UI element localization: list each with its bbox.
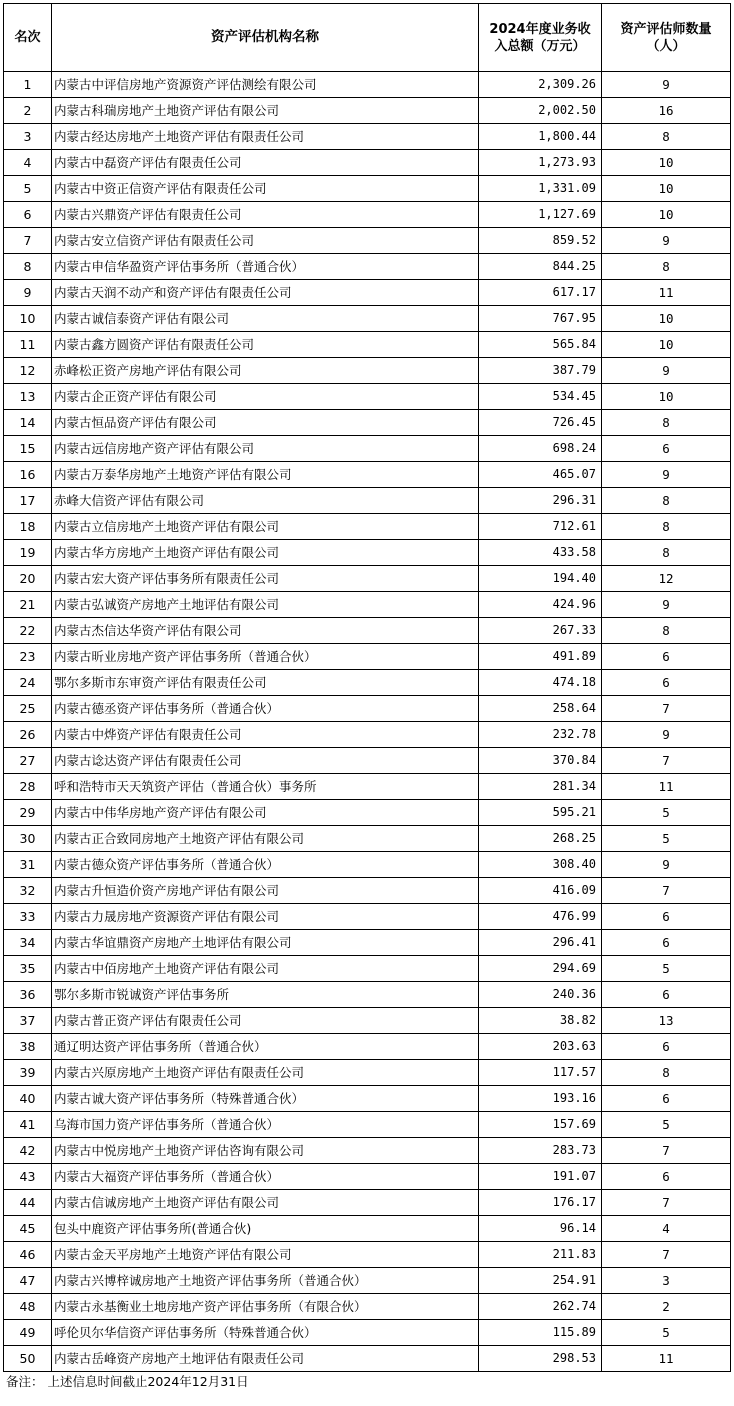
income-cell: 191.07 xyxy=(479,1164,602,1190)
table-row xyxy=(4,826,731,852)
income-cell: 698.24 xyxy=(479,436,602,462)
table-row xyxy=(4,1242,731,1268)
rank-cell: 20 xyxy=(4,566,52,592)
name-cell: 内蒙古普正资产评估有限责任公司 xyxy=(52,1008,479,1034)
rank-cell: 30 xyxy=(4,826,52,852)
income-cell: 767.95 xyxy=(479,306,602,332)
rank-cell: 2 xyxy=(4,98,52,124)
rank-cell: 36 xyxy=(4,982,52,1008)
ranking-table xyxy=(3,3,731,1372)
name-cell: 内蒙古永基衡业土地房地产资产评估事务所（有限合伙） xyxy=(52,1294,479,1320)
rank-cell: 42 xyxy=(4,1138,52,1164)
name-cell: 内蒙古中磊资产评估有限责任公司 xyxy=(52,150,479,176)
table-row xyxy=(4,280,731,306)
table-row xyxy=(4,1346,731,1372)
name-cell: 内蒙古远信房地产资产评估有限公司 xyxy=(52,436,479,462)
income-cell: 176.17 xyxy=(479,1190,602,1216)
rank-cell: 22 xyxy=(4,618,52,644)
rank-cell: 5 xyxy=(4,176,52,202)
count-cell: 3 xyxy=(602,1268,731,1294)
rank-cell: 14 xyxy=(4,410,52,436)
count-cell: 10 xyxy=(602,332,731,358)
rank-cell: 25 xyxy=(4,696,52,722)
rank-cell: 35 xyxy=(4,956,52,982)
table-row xyxy=(4,410,731,436)
income-cell: 370.84 xyxy=(479,748,602,774)
table-row xyxy=(4,748,731,774)
count-cell: 10 xyxy=(602,384,731,410)
table-row xyxy=(4,1216,731,1242)
income-cell: 424.96 xyxy=(479,592,602,618)
count-cell: 4 xyxy=(602,1216,731,1242)
count-cell: 7 xyxy=(602,878,731,904)
income-cell: 565.84 xyxy=(479,332,602,358)
count-cell: 11 xyxy=(602,280,731,306)
income-cell: 2,002.50 xyxy=(479,98,602,124)
count-cell: 5 xyxy=(602,800,731,826)
name-cell: 鄂尔多斯市锐诚资产评估事务所 xyxy=(52,982,479,1008)
count-cell: 6 xyxy=(602,904,731,930)
count-cell: 7 xyxy=(602,696,731,722)
rank-cell: 46 xyxy=(4,1242,52,1268)
name-cell: 内蒙古谂达资产评估有限责任公司 xyxy=(52,748,479,774)
name-cell: 内蒙古金天平房地产土地资产评估有限公司 xyxy=(52,1242,479,1268)
name-cell: 内蒙古兴鼎资产评估有限责任公司 xyxy=(52,202,479,228)
count-cell: 8 xyxy=(602,1060,731,1086)
count-cell: 5 xyxy=(602,1112,731,1138)
count-cell: 8 xyxy=(602,254,731,280)
rank-cell: 37 xyxy=(4,1008,52,1034)
table-row xyxy=(4,254,731,280)
name-cell: 内蒙古杰信达华资产评估有限公司 xyxy=(52,618,479,644)
name-cell: 内蒙古中评信房地产资源资产评估测绘有限公司 xyxy=(52,72,479,98)
name-cell: 鄂尔多斯市东审资产评估有限责任公司 xyxy=(52,670,479,696)
table-row xyxy=(4,1034,731,1060)
count-cell: 5 xyxy=(602,826,731,852)
name-cell: 内蒙古德丞资产评估事务所（普通合伙） xyxy=(52,696,479,722)
rank-cell: 31 xyxy=(4,852,52,878)
income-cell: 262.74 xyxy=(479,1294,602,1320)
rank-cell: 43 xyxy=(4,1164,52,1190)
rank-cell: 16 xyxy=(4,462,52,488)
rank-cell: 10 xyxy=(4,306,52,332)
income-cell: 416.09 xyxy=(479,878,602,904)
count-cell: 5 xyxy=(602,1320,731,1346)
rank-cell: 15 xyxy=(4,436,52,462)
table-row xyxy=(4,930,731,956)
count-cell: 7 xyxy=(602,1190,731,1216)
table-row xyxy=(4,436,731,462)
income-cell: 474.18 xyxy=(479,670,602,696)
rank-cell: 38 xyxy=(4,1034,52,1060)
count-cell: 6 xyxy=(602,982,731,1008)
count-cell: 8 xyxy=(602,410,731,436)
table-body xyxy=(4,72,731,1372)
income-cell: 308.40 xyxy=(479,852,602,878)
count-cell: 9 xyxy=(602,228,731,254)
table-row xyxy=(4,852,731,878)
table-row xyxy=(4,228,731,254)
income-cell: 2,309.26 xyxy=(479,72,602,98)
rank-cell: 26 xyxy=(4,722,52,748)
income-cell: 115.89 xyxy=(479,1320,602,1346)
rank-cell: 41 xyxy=(4,1112,52,1138)
name-cell: 内蒙古德众资产评估事务所（普通合伙） xyxy=(52,852,479,878)
count-cell: 6 xyxy=(602,1086,731,1112)
income-cell: 294.69 xyxy=(479,956,602,982)
income-cell: 258.64 xyxy=(479,696,602,722)
rank-cell: 24 xyxy=(4,670,52,696)
name-cell: 包头中鹿资产评估事务所(普通合伙) xyxy=(52,1216,479,1242)
rank-cell: 17 xyxy=(4,488,52,514)
table-row xyxy=(4,1138,731,1164)
rank-cell: 21 xyxy=(4,592,52,618)
name-cell: 内蒙古兴博梓诚房地产土地资产评估事务所（普通合伙） xyxy=(52,1268,479,1294)
rank-cell: 23 xyxy=(4,644,52,670)
rank-cell: 6 xyxy=(4,202,52,228)
table-row xyxy=(4,592,731,618)
income-cell: 595.21 xyxy=(479,800,602,826)
count-cell: 9 xyxy=(602,358,731,384)
header-count: 资产评估师数量（人） xyxy=(602,4,731,72)
count-cell: 6 xyxy=(602,436,731,462)
income-cell: 203.63 xyxy=(479,1034,602,1060)
table-row xyxy=(4,1294,731,1320)
header-name: 资产评估机构名称 xyxy=(52,4,479,72)
name-cell: 内蒙古华谊鼎资产房地产土地评估有限公司 xyxy=(52,930,479,956)
rank-cell: 9 xyxy=(4,280,52,306)
income-cell: 534.45 xyxy=(479,384,602,410)
name-cell: 内蒙古正合致同房地产土地资产评估有限公司 xyxy=(52,826,479,852)
table-row xyxy=(4,566,731,592)
name-cell: 内蒙古昕业房地产资产评估事务所（普通合伙） xyxy=(52,644,479,670)
name-cell: 内蒙古科瑞房地产土地资产评估有限公司 xyxy=(52,98,479,124)
count-cell: 7 xyxy=(602,1138,731,1164)
table-row xyxy=(4,540,731,566)
count-cell: 7 xyxy=(602,1242,731,1268)
table-row xyxy=(4,514,731,540)
count-cell: 9 xyxy=(602,852,731,878)
table-row xyxy=(4,488,731,514)
name-cell: 通辽明达资产评估事务所（普通合伙） xyxy=(52,1034,479,1060)
income-cell: 1,127.69 xyxy=(479,202,602,228)
rank-cell: 7 xyxy=(4,228,52,254)
name-cell: 内蒙古万泰华房地产土地资产评估有限公司 xyxy=(52,462,479,488)
income-cell: 232.78 xyxy=(479,722,602,748)
table-row xyxy=(4,1112,731,1138)
rank-cell: 50 xyxy=(4,1346,52,1372)
income-cell: 1,800.44 xyxy=(479,124,602,150)
table-row xyxy=(4,1190,731,1216)
income-cell: 38.82 xyxy=(479,1008,602,1034)
rank-cell: 34 xyxy=(4,930,52,956)
count-cell: 16 xyxy=(602,98,731,124)
count-cell: 6 xyxy=(602,644,731,670)
count-cell: 8 xyxy=(602,618,731,644)
table-row xyxy=(4,982,731,1008)
table-row xyxy=(4,644,731,670)
count-cell: 12 xyxy=(602,566,731,592)
table-row xyxy=(4,384,731,410)
table-row xyxy=(4,956,731,982)
income-cell: 194.40 xyxy=(479,566,602,592)
name-cell: 内蒙古中悦房地产土地资产评估咨询有限公司 xyxy=(52,1138,479,1164)
header-rank: 名次 xyxy=(4,4,52,72)
rank-cell: 19 xyxy=(4,540,52,566)
name-cell: 内蒙古经达房地产土地资产评估有限责任公司 xyxy=(52,124,479,150)
count-cell: 8 xyxy=(602,514,731,540)
count-cell: 9 xyxy=(602,592,731,618)
income-cell: 844.25 xyxy=(479,254,602,280)
name-cell: 内蒙古诚大资产评估事务所（特殊普通合伙） xyxy=(52,1086,479,1112)
table-row xyxy=(4,332,731,358)
table-row xyxy=(4,1268,731,1294)
name-cell: 内蒙古中佰房地产土地资产评估有限公司 xyxy=(52,956,479,982)
rank-cell: 39 xyxy=(4,1060,52,1086)
name-cell: 内蒙古力晟房地产资源资产评估有限公司 xyxy=(52,904,479,930)
count-cell: 8 xyxy=(602,124,731,150)
header-income: 2024年度业务收入总额（万元） xyxy=(479,4,602,72)
name-cell: 内蒙古宏大资产评估事务所有限责任公司 xyxy=(52,566,479,592)
table-row xyxy=(4,696,731,722)
name-cell: 内蒙古中伟华房地产资产评估有限公司 xyxy=(52,800,479,826)
income-cell: 491.89 xyxy=(479,644,602,670)
income-cell: 117.57 xyxy=(479,1060,602,1086)
name-cell: 内蒙古信诚房地产土地资产评估有限公司 xyxy=(52,1190,479,1216)
rank-cell: 47 xyxy=(4,1268,52,1294)
name-cell: 呼伦贝尔华信资产评估事务所（特殊普通合伙） xyxy=(52,1320,479,1346)
income-cell: 476.99 xyxy=(479,904,602,930)
rank-cell: 29 xyxy=(4,800,52,826)
rank-cell: 11 xyxy=(4,332,52,358)
rank-cell: 12 xyxy=(4,358,52,384)
income-cell: 726.45 xyxy=(479,410,602,436)
name-cell: 乌海市国力资产评估事务所（普通合伙） xyxy=(52,1112,479,1138)
footnote: 备注： 上述信息时间截止2024年12月31日 xyxy=(6,1374,249,1389)
rank-cell: 3 xyxy=(4,124,52,150)
income-cell: 465.07 xyxy=(479,462,602,488)
rank-cell: 48 xyxy=(4,1294,52,1320)
table-row xyxy=(4,1164,731,1190)
table-row xyxy=(4,904,731,930)
count-cell: 5 xyxy=(602,956,731,982)
table-row xyxy=(4,124,731,150)
income-cell: 240.36 xyxy=(479,982,602,1008)
table-row xyxy=(4,202,731,228)
count-cell: 6 xyxy=(602,1034,731,1060)
income-cell: 281.34 xyxy=(479,774,602,800)
name-cell: 内蒙古升恒造价资产房地产评估有限公司 xyxy=(52,878,479,904)
name-cell: 内蒙古立信房地产土地资产评估有限公司 xyxy=(52,514,479,540)
income-cell: 433.58 xyxy=(479,540,602,566)
table-row xyxy=(4,670,731,696)
income-cell: 268.25 xyxy=(479,826,602,852)
income-cell: 254.91 xyxy=(479,1268,602,1294)
header-row xyxy=(4,4,731,72)
income-cell: 617.17 xyxy=(479,280,602,306)
income-cell: 283.73 xyxy=(479,1138,602,1164)
rank-cell: 13 xyxy=(4,384,52,410)
income-cell: 157.69 xyxy=(479,1112,602,1138)
table-row xyxy=(4,878,731,904)
rank-cell: 49 xyxy=(4,1320,52,1346)
table-row xyxy=(4,306,731,332)
name-cell: 赤峰大信资产评估有限公司 xyxy=(52,488,479,514)
table-row xyxy=(4,722,731,748)
table-row xyxy=(4,1086,731,1112)
table-row xyxy=(4,774,731,800)
name-cell: 内蒙古中烨资产评估有限责任公司 xyxy=(52,722,479,748)
name-cell: 内蒙古鑫方圆资产评估有限责任公司 xyxy=(52,332,479,358)
income-cell: 267.33 xyxy=(479,618,602,644)
rank-cell: 45 xyxy=(4,1216,52,1242)
rank-cell: 40 xyxy=(4,1086,52,1112)
count-cell: 8 xyxy=(602,488,731,514)
table-row xyxy=(4,800,731,826)
rank-cell: 4 xyxy=(4,150,52,176)
rank-cell: 44 xyxy=(4,1190,52,1216)
income-cell: 859.52 xyxy=(479,228,602,254)
table-row xyxy=(4,1320,731,1346)
income-cell: 1,273.93 xyxy=(479,150,602,176)
name-cell: 内蒙古安立信资产评估有限责任公司 xyxy=(52,228,479,254)
count-cell: 10 xyxy=(602,150,731,176)
income-cell: 1,331.09 xyxy=(479,176,602,202)
income-cell: 387.79 xyxy=(479,358,602,384)
table-row xyxy=(4,1060,731,1086)
count-cell: 8 xyxy=(602,540,731,566)
count-cell: 9 xyxy=(602,722,731,748)
count-cell: 6 xyxy=(602,670,731,696)
rank-cell: 33 xyxy=(4,904,52,930)
name-cell: 内蒙古华方房地产土地资产评估有限公司 xyxy=(52,540,479,566)
count-cell: 6 xyxy=(602,1164,731,1190)
count-cell: 11 xyxy=(602,1346,731,1372)
table-row xyxy=(4,462,731,488)
table-row xyxy=(4,1008,731,1034)
table-row xyxy=(4,72,731,98)
rank-cell: 27 xyxy=(4,748,52,774)
table-row xyxy=(4,618,731,644)
count-cell: 10 xyxy=(602,176,731,202)
rank-cell: 18 xyxy=(4,514,52,540)
name-cell: 内蒙古大福资产评估事务所（普通合伙） xyxy=(52,1164,479,1190)
income-cell: 211.83 xyxy=(479,1242,602,1268)
count-cell: 10 xyxy=(602,306,731,332)
name-cell: 内蒙古恒品资产评估有限公司 xyxy=(52,410,479,436)
count-cell: 10 xyxy=(602,202,731,228)
count-cell: 7 xyxy=(602,748,731,774)
count-cell: 6 xyxy=(602,930,731,956)
name-cell: 内蒙古诚信泰资产评估有限公司 xyxy=(52,306,479,332)
count-cell: 11 xyxy=(602,774,731,800)
table-row xyxy=(4,358,731,384)
table-row xyxy=(4,150,731,176)
rank-cell: 1 xyxy=(4,72,52,98)
name-cell: 内蒙古天润不动产和资产评估有限责任公司 xyxy=(52,280,479,306)
rank-cell: 8 xyxy=(4,254,52,280)
name-cell: 内蒙古申信华盈资产评估事务所（普通合伙） xyxy=(52,254,479,280)
count-cell: 9 xyxy=(602,72,731,98)
income-cell: 296.41 xyxy=(479,930,602,956)
name-cell: 赤峰松正资产房地产评估有限公司 xyxy=(52,358,479,384)
count-cell: 13 xyxy=(602,1008,731,1034)
name-cell: 内蒙古兴原房地产土地资产评估有限责任公司 xyxy=(52,1060,479,1086)
name-cell: 内蒙古企正资产评估有限公司 xyxy=(52,384,479,410)
name-cell: 内蒙古中资正信资产评估有限责任公司 xyxy=(52,176,479,202)
count-cell: 2 xyxy=(602,1294,731,1320)
income-cell: 96.14 xyxy=(479,1216,602,1242)
name-cell: 呼和浩特市天天筑资产评估（普通合伙）事务所 xyxy=(52,774,479,800)
table-row xyxy=(4,176,731,202)
name-cell: 内蒙古弘诚资产房地产土地评估有限公司 xyxy=(52,592,479,618)
rank-cell: 32 xyxy=(4,878,52,904)
income-cell: 298.53 xyxy=(479,1346,602,1372)
count-cell: 9 xyxy=(602,462,731,488)
income-cell: 193.16 xyxy=(479,1086,602,1112)
income-cell: 296.31 xyxy=(479,488,602,514)
rank-cell: 28 xyxy=(4,774,52,800)
income-cell: 712.61 xyxy=(479,514,602,540)
name-cell: 内蒙古岳峰资产房地产土地评估有限责任公司 xyxy=(52,1346,479,1372)
table-row xyxy=(4,98,731,124)
